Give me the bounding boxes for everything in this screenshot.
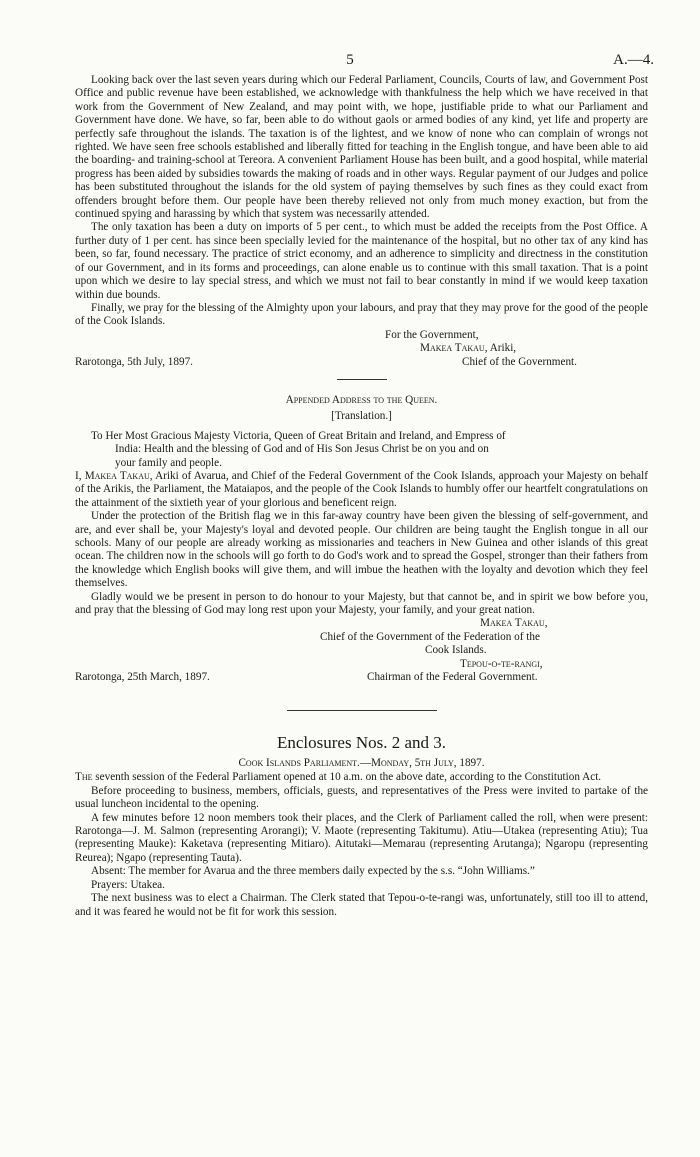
- address-salutation: [75, 430, 648, 470]
- salutation-line: To Her Most Gracious Majesty Victoria, Queen of Great Britain and Ireland, and Empress of: [91, 429, 506, 442]
- section-heading: Appended Address to the Queen.: [285, 393, 438, 406]
- signature-block: [75, 617, 648, 684]
- signature-name-line: [420, 342, 648, 355]
- signature-name: Makea Takau,: [480, 617, 548, 630]
- signature-title: Chief of the Government of the Federation of the: [320, 630, 540, 643]
- signature-bottom-row: [75, 671, 648, 684]
- signature-title: Cook Islands.: [425, 644, 487, 657]
- paragraph: A few minutes before 12 noon members took their places, and the Clerk of Parliament called the roll, when were present: Rarotonga—J. M. Salmon (representing Arorangi); V. Maote (representing Takitumu). Atiu—Utakea (representing Atiu); Tua (representing Mauke): Kaketava (representing Mitiaro). Aitutaki—Memarau (representing Arutanga); Ngaropu (representing Reurea); Ngapo (representing Tauta).: [75, 811, 648, 864]
- lead-word: The: [75, 771, 93, 784]
- section-divider: [287, 710, 437, 711]
- salutation-line: your family and people.: [115, 456, 222, 469]
- paragraph: Finally, we pray for the blessing of the Almighty upon your labours, and pray that they may prove for the good of the people of the Cook Islands.: [75, 301, 648, 328]
- enclosures-section: [75, 733, 648, 918]
- paragraph: Gladly would we be present in person to do honour to your Majesty, but that cannot be, and in spirit we bow before you, and pray that the blessing of God may long rest upon your Majesty, your family, and your great nation.: [75, 590, 648, 617]
- appended-address: [75, 394, 648, 685]
- enclosures-subtitle: Cook Islands Parliament.—Monday, 5th July, 1897.: [238, 757, 485, 770]
- section-divider: [337, 379, 387, 380]
- paragraph: Under the protection of the British flag we in this far-away country have been given the blessing of self-government, and are, and ever shall be, your Majesty's loyal and devoted people. Our children are being taught the English tongue in all our schools. Many of our people are already working as missionaries and teachers in New Guinea and other islands of this great ocean. The children now in the schools will go forth to do God's work and to spread the Gospel, stronger than their fathers from the knowledge which English books will give them, and will imbue the heathen with the loyalty and devotion which they feel themselves.: [75, 510, 648, 590]
- text-run: I,: [75, 469, 85, 482]
- page-number: 5: [346, 52, 354, 68]
- signature-name-suffix: , Ariki,: [484, 342, 517, 355]
- place-date: Rarotonga, 25th March, 1897.: [75, 671, 210, 684]
- text-run: , Ariki of Avarua, and Chief of the Federal Government of the Cook Islands, approach your Majesty on behalf of the Arikis, the Parliament, the Mataiapos, and the people of the Cook Islands to humbly offer our heartfelt congratulations on the attainment of the sixtieth year of your glorious and beneficent reign.: [75, 469, 648, 509]
- paragraph: Looking back over the last seven years during which our Federal Parliament, Councils, Courts of law, and Government Post Office and public revenue have been established, we acknowledge with thankfulness the help which we have received in that work from the Government of New Zealand, and may point with, we hope, justifiable pride to what our Parliament and Government have done. We have, so far, been able to do without gaols or armed bodies of any kind, yet life and property are perfectly safe throughout the islands. The taxation is of the lightest, and we know of none who can complain of wrongs not righted. We have seen free schools established and liberally fitted for teaching in the English tongue, and have been able to aid the boarding- and training-school at Tereora. A convenient Parliament House has been built, and a good hospital, while material progress has been aided by subsidies towards the making of roads and in other ways. Regular payment of our Judges and police has been substituted throughout the islands for the old system of paying themselves by such fines as they could exact from offenders brought before them. Our people have been thereby relieved not only from much money exaction, but from the continued spying and harassing by which that system was necessarily attended.: [75, 74, 648, 221]
- signature-name: Tepou-o-te-rangi,: [460, 657, 543, 670]
- paragraph: [75, 470, 648, 510]
- paragraph: The next business was to elect a Chairman. The Clerk stated that Tepou-o-te-rangi was, unfortunately, still too ill to attend, and it was feared he would not be fit for work this session.: [75, 892, 648, 918]
- text-run: seventh session of the Federal Parliament opened at 10 a.m. on the above date, according to the Constitution Act.: [92, 771, 602, 784]
- paragraph: Before proceeding to business, members, officials, guests, and representatives of the Press were invited to partake of the usual luncheon incidental to the opening.: [75, 784, 648, 811]
- place-date: Rarotonga, 5th July, 1897.: [75, 355, 193, 368]
- paragraph: Absent: The member for Avarua and the three members daily expected by the s.s. “John Williams.”: [91, 865, 535, 878]
- signature-name: Makea Takau: [420, 342, 485, 355]
- enclosures-title: Enclosures Nos. 2 and 3.: [276, 733, 447, 753]
- document-reference: A.—4.: [613, 52, 654, 68]
- paragraph: [75, 771, 648, 784]
- paragraph: Prayers: Utakea.: [91, 878, 165, 891]
- signature-bottom-row: [75, 356, 648, 369]
- author-name: Makea Takau: [84, 469, 150, 482]
- salutation-line: India: Health and the blessing of God and of His Son Jesus Christ be on you and on: [115, 443, 489, 456]
- signature-title: Chief of the Government.: [462, 355, 577, 368]
- signature-block: [75, 329, 648, 369]
- paragraph: The only taxation has been a duty on imports of 5 per cent., to which must be added the receipts from the Post Office. A further duty of 1 per cent. has since been specially levied for the maintenance of the hospital, but no other tax of any kind has been, so far, found necessary. The practice of strict economy, and an adherence to simplicity and directness in the constitution of our Government, and in its forms and proceedings, can alone enable us to continue with this small taxation. That is a point upon which we desire to lay special stress, and which we must not fail to bear constantly in mind if we would keep taxation within due bounds.: [75, 221, 648, 301]
- translation-note: [Translation.]: [331, 410, 392, 423]
- signature-title: Chairman of the Federal Government.: [367, 671, 538, 684]
- address-one: [75, 74, 648, 369]
- signature-for: For the Government,: [385, 328, 479, 341]
